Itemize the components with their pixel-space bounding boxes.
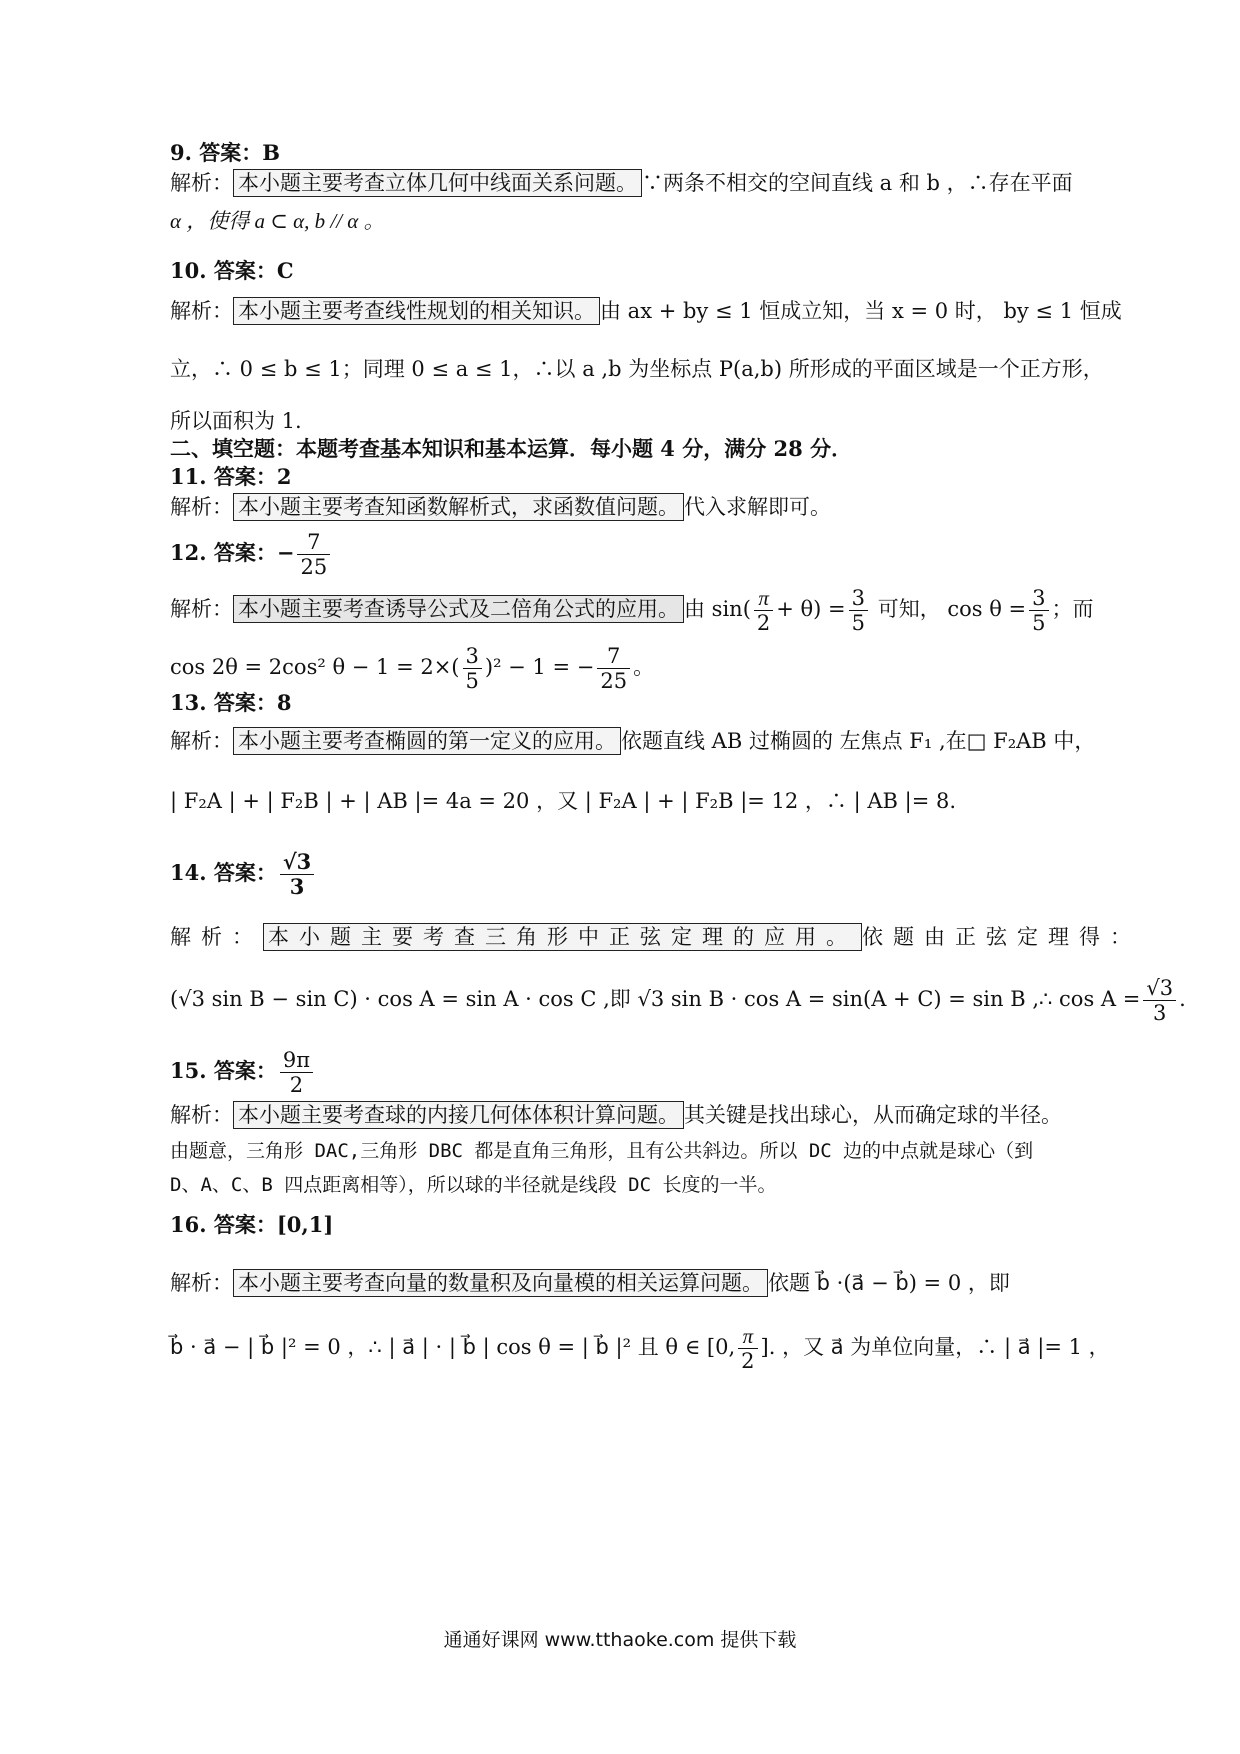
q12-text-c: 可知， cos θ = — [871, 597, 1027, 621]
q12-frac-3-5-c — [463, 644, 482, 693]
q15-answer-num: 9π — [280, 1048, 313, 1073]
q15-answer-fraction — [280, 1048, 313, 1097]
q15-label: 解析： — [170, 1103, 233, 1127]
q12-frac-3-5-b — [1029, 586, 1048, 635]
q16-text1: 依题 b⃗ ·(a⃗ − b⃗) = 0 ，即 — [768, 1271, 1010, 1295]
q13-text1: 依题直线 AB 过椭圆的 左焦点 F₁ ,在□ F₂AB 中， — [621, 729, 1096, 753]
q10-text1: 由 ax + by ≤ 1 恒成立知，当 x = 0 时， by ≤ 1 恒成 — [600, 299, 1122, 323]
q12-frac4-num: 3 — [463, 644, 482, 669]
q12-frac3-num: 3 — [1029, 586, 1048, 611]
q13-topic-box: 本小题主要考查椭圆的第一定义的应用。 — [233, 727, 621, 755]
section2-heading: 二、填空题：本题考查基本知识和基本运算．每小题 4 分，满分 28 分． — [170, 436, 853, 461]
q12-text-a: 由 sin( — [684, 597, 751, 621]
q16-topic-box: 本小题主要考查向量的数量积及向量模的相关运算问题。 — [233, 1269, 768, 1297]
q14-analysis-line1 — [170, 922, 1141, 952]
q12-frac4-den: 5 — [465, 669, 479, 693]
q11-analysis-line1 — [170, 492, 831, 522]
q14-line2-a: (√3 sin B − sin C) · cos A = sin A · cos C ,即 √3 sin B · cos A = sin(A + C) = sin B ,∴ cos A = — [170, 987, 1141, 1011]
page-footer: 通通好课网 www.tthaoke.com 提供下载 — [443, 1629, 797, 1651]
q12-frac3-den: 5 — [1032, 611, 1046, 635]
q16-line2-a: b⃗ · a⃗ − | b⃗ |² = 0 ，∴ | a⃗ | · | b⃗ | cos θ = | b⃗ |² 且 θ ∈ [0, — [170, 1335, 736, 1359]
q9-title: 9. 答案：B — [170, 140, 280, 165]
q9-text1: ∵两条不相交的空间直线 a 和 b ，∴存在平面 — [642, 171, 1073, 195]
q12-frac2-num: 3 — [849, 586, 868, 611]
q14-frac-den: 3 — [1153, 1001, 1167, 1025]
q9-text2: α ，使得 a ⊂ α, b // α 。 — [170, 209, 385, 233]
q14-title-line — [170, 850, 317, 899]
q11-topic-box: 本小题主要考查知函数解析式，求函数值问题。 — [233, 493, 684, 521]
q16-frac-den: 2 — [741, 1349, 755, 1373]
q16-analysis-line1 — [170, 1268, 1010, 1298]
q15-text3: D、A、C、B 四点距离相等），所以球的半径就是线段 DC 长度的一半。 — [170, 1174, 777, 1196]
q12-frac2-den: 5 — [851, 611, 866, 635]
q14-answer-fraction — [280, 850, 314, 899]
q11-title: 11. 答案：2 — [170, 464, 292, 489]
q9-topic-box: 本小题主要考查立体几何中线面关系问题。 — [233, 169, 642, 197]
q10-text2: 立，∴ 0 ≤ b ≤ 1；同理 0 ≤ a ≤ 1，∴以 a ,b 为坐标点 P(a,b) 所形成的平面区域是一个正方形， — [170, 357, 1104, 381]
q12-line2-b: )² − 1 = − — [484, 655, 595, 679]
q13-title: 13. 答案：8 — [170, 690, 292, 715]
q12-frac-3-5-a — [849, 586, 868, 635]
q12-frac5-num: 7 — [597, 644, 630, 669]
q12-frac-7-25 — [597, 644, 630, 693]
q12-frac-pi-2 — [754, 586, 773, 635]
q14-answer-den: 3 — [289, 874, 305, 899]
q12-topic-box: 本小题主要考查诱导公式及二倍角公式的应用。 — [233, 595, 684, 623]
q16-title: 16. 答案：[0,1] — [170, 1212, 334, 1237]
q10-analysis-line1 — [170, 296, 1122, 326]
q14-text1: 依题由正弦定理得： — [862, 925, 1141, 949]
q14-title: 14. 答案： — [170, 860, 277, 885]
q16-line2-b: ]. ，又 a⃗ 为单位向量，∴ | a⃗ |= 1 ， — [760, 1335, 1110, 1359]
q16-analysis-line2 — [170, 1324, 1110, 1373]
q15-text2: 由题意，三角形 DAC,三角形 DBC 都是直角三角形，且有公共斜边。所以 DC 边的中点就是球心（到 — [170, 1140, 1034, 1162]
q12-frac1-den: 2 — [756, 611, 771, 635]
q12-line2-c: 。 — [633, 655, 655, 679]
q13-text2: | F₂A | + | F₂B | + | AB |= 4a = 20 ，又 | F₂A | + | F₂B |= 12 ，∴ | AB |= 8. — [170, 789, 957, 813]
q15-title-line — [170, 1048, 316, 1097]
q12-frac1-num: π — [754, 586, 773, 611]
q12-answer-sign: − — [276, 540, 295, 565]
q12-frac5-den: 25 — [600, 669, 628, 693]
q12-answer-num: 7 — [297, 530, 330, 555]
q12-analysis-line1 — [170, 586, 1094, 635]
q16-frac-pi-2 — [738, 1324, 757, 1373]
q15-topic-box: 本小题主要考查球的内接几何体体积计算问题。 — [233, 1101, 684, 1129]
q14-line2-b: . — [1179, 987, 1186, 1011]
q12-line2-a: cos 2θ = 2cos² θ − 1 = 2×( — [170, 655, 460, 679]
q9-analysis-line1 — [170, 168, 1073, 198]
q12-label: 解析： — [170, 597, 233, 621]
q12-analysis-line2 — [170, 644, 654, 693]
q12-text-d: ；而 — [1051, 597, 1094, 621]
q12-title-line — [170, 530, 333, 579]
q9-label: 解析： — [170, 171, 233, 195]
q14-topic-box: 本小题主要考查三角形中正弦定理的应用。 — [263, 923, 862, 951]
q13-label: 解析： — [170, 729, 233, 753]
q10-label: 解析： — [170, 299, 233, 323]
q16-label: 解析： — [170, 1271, 233, 1295]
q14-frac-sqrt3-3 — [1143, 976, 1176, 1025]
q14-label: 解析： — [170, 925, 263, 949]
q14-answer-num: √3 — [280, 850, 314, 875]
q12-answer-den: 25 — [300, 555, 328, 579]
q15-answer-den: 2 — [289, 1073, 304, 1097]
q14-analysis-line2 — [170, 976, 1186, 1025]
q16-frac-num: π — [738, 1324, 757, 1349]
q11-label: 解析： — [170, 495, 233, 519]
q12-text-b: + θ) = — [776, 597, 846, 621]
q12-answer-fraction — [297, 530, 330, 579]
q10-title: 10. 答案：C — [170, 258, 294, 283]
q15-analysis-line1 — [170, 1100, 1062, 1130]
q15-title: 15. 答案： — [170, 1058, 277, 1083]
q13-analysis-line1 — [170, 726, 1095, 756]
q10-text3: 所以面积为 1. — [170, 409, 302, 433]
q15-text1: 其关键是找出球心，从而确定球的半径。 — [684, 1103, 1062, 1127]
q10-topic-box: 本小题主要考查线性规划的相关知识。 — [233, 297, 600, 325]
q14-frac-num: √3 — [1143, 976, 1176, 1001]
q12-title: 12. 答案： — [170, 540, 277, 565]
q11-text1: 代入求解即可。 — [684, 495, 831, 519]
